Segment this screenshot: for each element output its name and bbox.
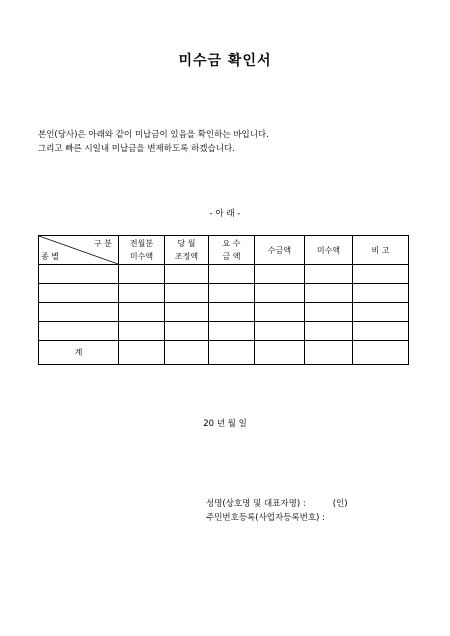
corner-type-label: 종 별 (41, 252, 59, 261)
table-total-row (39, 341, 409, 365)
section-subtitle: - 아 래 - (209, 209, 241, 219)
header-corner-cell (39, 236, 119, 265)
corner-category-label: 구 분 (94, 239, 112, 248)
header-remarks: 비 고 (353, 236, 409, 265)
table-row (39, 303, 409, 322)
total-label: 계 (39, 341, 119, 365)
table-row (39, 284, 409, 303)
header-collected-amount: 수금액 (255, 236, 305, 265)
signature-name-line: 성명(상호명 및 대표자명) : (인) (206, 499, 348, 509)
receivables-table (38, 235, 409, 365)
header-current-month-adjustment: 당 월 조정액 (165, 236, 209, 265)
statement-line-2: 그리고 빠른 시일내 미납금을 변제하도록 하겠습니다. (38, 144, 235, 154)
header-unpaid-amount: 미수액 (305, 236, 353, 265)
signature-id-line: 주민번호등록(사업자등록번호) : (206, 513, 325, 523)
statement-line-1: 본인(당사)은 아래와 같이 미납금이 있음을 확인하는 바입니다. (38, 130, 269, 140)
table-row (39, 265, 409, 284)
table-header-row (39, 236, 409, 265)
header-required-amount: 요 수 금 액 (209, 236, 255, 265)
document-title: 미수금 확인서 (178, 53, 272, 69)
header-prev-month-unpaid: 전월분 미수액 (119, 236, 165, 265)
table-row (39, 322, 409, 341)
date-line: 20 년 월 일 (203, 419, 247, 429)
